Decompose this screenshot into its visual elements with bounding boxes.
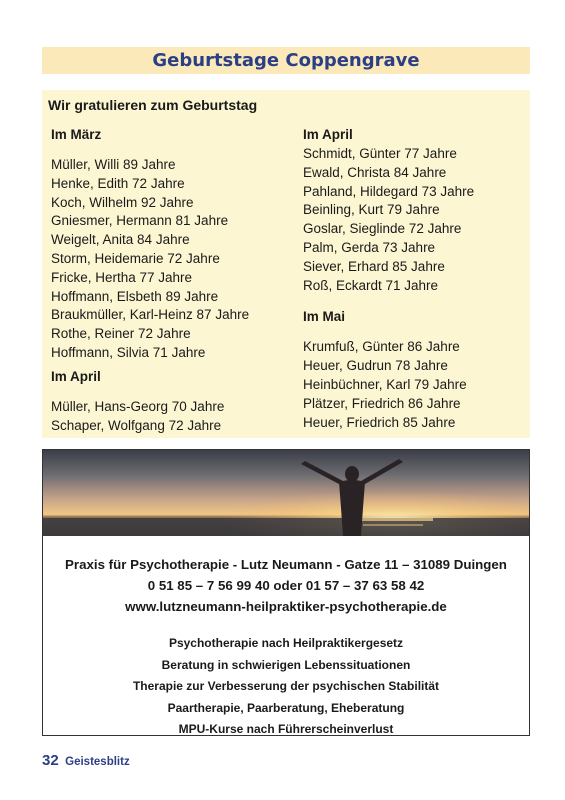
month-heading: Im März <box>51 127 102 142</box>
birthday-entry: Müller, Hans-Georg 70 Jahre <box>51 398 225 414</box>
left-column <box>51 127 249 435</box>
ad-services-list <box>43 633 529 741</box>
congrats-heading: Wir gratulieren zum Geburtstag <box>48 97 258 113</box>
ad-website: www.lutzneumann-heilpraktiker-psychotherapie.de <box>125 599 447 614</box>
ad-service-item: Psychotherapie nach Heilpraktikergesetz <box>168 636 404 650</box>
ad-contact <box>43 554 529 617</box>
birthday-entry: Heuer, Friedrich 85 Jahre <box>303 414 456 430</box>
birthday-entry: Storm, Heidemarie 72 Jahre <box>51 250 220 266</box>
ad-phone: 0 51 85 – 7 56 99 40 oder 01 57 – 37 63 58 42 <box>147 578 425 593</box>
birthday-entry: Hoffmann, Silvia 71 Jahre <box>51 344 206 360</box>
birthday-box <box>42 90 530 438</box>
sunset-photo-graphic <box>43 450 529 536</box>
birthday-entry: Heinbüchner, Karl 79 Jahre <box>303 376 467 392</box>
title-bar <box>42 47 530 74</box>
month-heading: Im Mai <box>303 309 346 325</box>
birthday-entry: Schaper, Wolfgang 72 Jahre <box>51 417 222 433</box>
page-title: Geburtstage Coppengrave <box>152 50 420 71</box>
month-group <box>51 369 249 436</box>
birthday-entry: Müller, Willi 89 Jahre <box>51 157 176 172</box>
birthday-entry: Siever, Erhard 85 Jahre <box>303 258 445 274</box>
birthday-entry: Krumfuß, Günter 86 Jahre <box>303 339 460 355</box>
birthday-entry: Plätzer, Friedrich 86 Jahre <box>303 395 461 411</box>
birthday-entry: Heuer, Gudrun 78 Jahre <box>303 358 448 374</box>
birthday-entry: Ewald, Christa 84 Jahre <box>303 164 447 180</box>
right-column <box>303 127 474 432</box>
birthday-entry: Henke, Edith 72 Jahre <box>51 175 185 191</box>
month-heading: Im April <box>303 127 353 142</box>
month-heading: Im April <box>51 368 101 384</box>
sunset-photo <box>43 450 529 536</box>
birthday-entry: Rothe, Reiner 72 Jahre <box>51 326 191 342</box>
birthday-entry: Goslar, Sieglinde 72 Jahre <box>303 221 462 237</box>
month-group <box>303 127 474 295</box>
magazine-name: Geistesblitz <box>65 756 130 768</box>
ad-service-item: MPU-Kurse nach Führerscheinverlust <box>178 722 394 736</box>
birthday-entry: Fricke, Hertha 77 Jahre <box>51 269 193 285</box>
ad-service-item: Therapie zur Verbesserung der psychischen Stabilität <box>132 679 440 693</box>
birthday-entry: Hoffmann, Elsbeth 89 Jahre <box>51 288 219 304</box>
birthday-entry: Koch, Wilhelm 92 Jahre <box>51 194 194 210</box>
birthday-entry: Beinling, Kurt 79 Jahre <box>303 202 440 218</box>
ad-service-item: Beratung in schwierigen Lebenssituationen <box>161 657 411 672</box>
month-group <box>51 127 249 363</box>
month-group <box>303 309 474 432</box>
page-number: 32 <box>42 752 59 769</box>
advertisement-box <box>42 449 530 736</box>
birthday-entry: Pahland, Hildegard 73 Jahre <box>303 183 475 199</box>
ad-service-item: Paartherapie, Paarberatung, Eheberatung <box>167 700 405 715</box>
birthday-entry: Palm, Gerda 73 Jahre <box>303 239 436 255</box>
birthday-entry: Schmidt, Günter 77 Jahre <box>303 146 457 161</box>
ad-address: Praxis für Psychotherapie - Lutz Neumann - Gatze 11 – 31089 Duingen <box>65 557 507 572</box>
birthday-entry: Weigelt, Anita 84 Jahre <box>51 232 190 248</box>
birthday-entry: Roß, Eckardt 71 Jahre <box>303 277 439 293</box>
birthday-entry: Gniesmer, Hermann 81 Jahre <box>51 213 229 229</box>
page-footer <box>42 752 130 770</box>
birthday-entry: Braukmüller, Karl-Heinz 87 Jahre <box>51 307 250 323</box>
